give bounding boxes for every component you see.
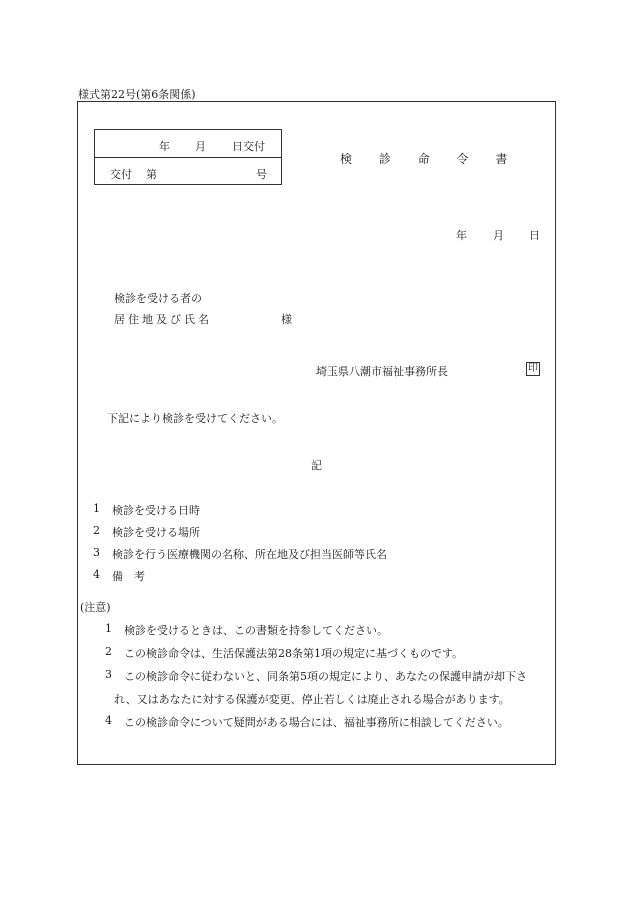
list-item-number: 2: [93, 524, 100, 537]
form-number-label: 様式第22号(第6条関係): [78, 88, 196, 101]
list-item-number: 1: [93, 502, 100, 515]
note-item: この検診命令について疑問がある場合には、福祉事務所に相談してください。: [124, 716, 509, 729]
ki-heading: 記: [311, 459, 322, 472]
issuer-name: 埼玉県八潮市福祉事務所長: [316, 365, 448, 378]
title-char: 書: [495, 152, 509, 166]
issue-year-label: 年: [159, 140, 170, 153]
issue-number-suffix: 号: [256, 168, 267, 181]
issue-day-label: 日交付: [232, 140, 265, 153]
note-number: 1: [105, 622, 112, 635]
list-item-number: 3: [93, 546, 100, 559]
list-item: 検診を行う医療機関の名称、所在地及び担当医師等氏名: [112, 548, 387, 561]
title-char: 診: [378, 152, 392, 166]
issue-prefix-label: 交付: [110, 168, 132, 181]
note-number: 2: [105, 645, 112, 658]
document-frame: [77, 101, 556, 765]
recipient-honorific: 様: [281, 313, 292, 326]
recipient-label-line2: 居住地及び氏名: [114, 313, 212, 326]
issue-box-divider: [95, 157, 281, 158]
note-number: 3: [105, 668, 112, 681]
date-day-label: 日: [529, 229, 540, 242]
list-item: 検診を受ける場所: [112, 526, 200, 539]
issue-month-label: 月: [195, 140, 206, 153]
list-item-number: 4: [93, 568, 100, 581]
date-year-label: 年: [456, 229, 467, 242]
issue-box: [94, 129, 282, 185]
document-title: [340, 150, 508, 167]
list-item: 備 考: [112, 570, 145, 583]
title-char: 検: [340, 152, 354, 166]
note-number: 4: [105, 714, 112, 727]
issue-number-prefix: 第: [146, 168, 157, 181]
intro-sentence: 下記により検診を受けてください。: [107, 412, 283, 425]
note-item: この検診命令は、生活保護法第28条第1項の規定に基づくものです。: [124, 647, 464, 660]
date-month-label: 月: [493, 229, 504, 242]
recipient-label-line1: 検診を受ける者の: [114, 292, 202, 305]
list-item: 検診を受ける日時: [112, 504, 200, 517]
note-item: 検診を受けるときは、この書類を持参してください。: [124, 624, 388, 637]
note-item: この検診命令に従わないと、同条第5項の規定により、あなたの保護申請が却下さ: [124, 670, 527, 683]
title-char: 令: [456, 152, 470, 166]
notes-heading: (注意): [80, 601, 111, 614]
note-item-continuation: れ、又はあなたに対する保護が変更、停止若しくは廃止される場合があります。: [114, 693, 510, 706]
title-char: 命: [417, 152, 431, 166]
seal-mark: 印: [528, 363, 538, 374]
